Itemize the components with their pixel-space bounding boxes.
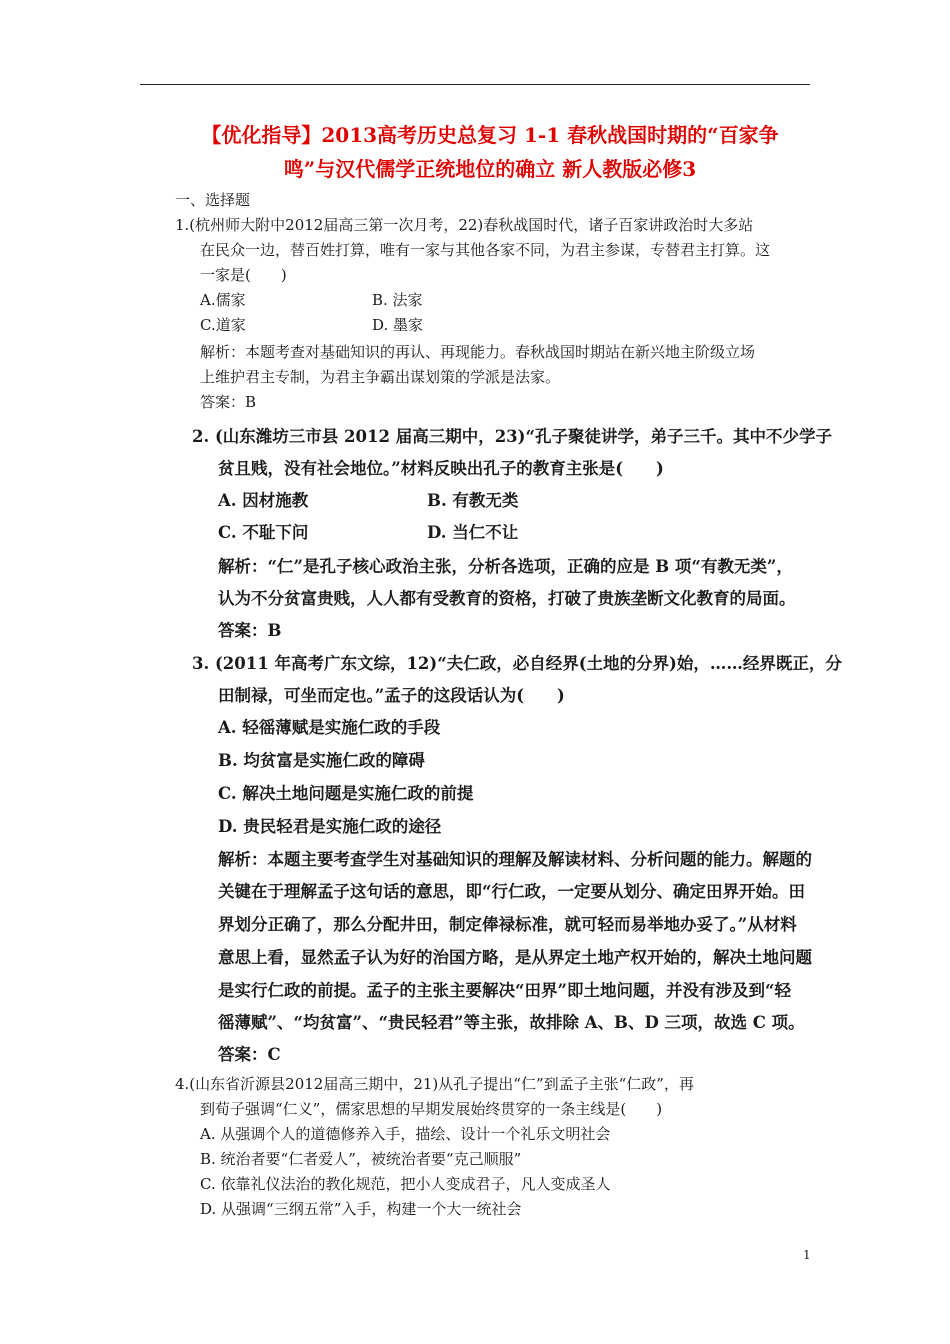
question-2-option-a: A. 因材施教 — [218, 491, 309, 510]
question-3-analysis-line: 解析：本题主要考查学生对基础知识的理解及解读材料、分析问题的能力。解题的 — [218, 850, 812, 869]
question-3-option-c: C. 解决土地问题是实施仁政的前提 — [218, 784, 474, 803]
question-3-analysis-line: 徭薄赋”、“均贫富”、“贵民轻君”等主张，故排除 A、B、D 三项，故选 C 项。 — [218, 1013, 805, 1032]
question-1-stem-line: 在民众一边，替百姓打算，唯有一家与其他各家不同，为君主参谋，专替君主打算。这 — [200, 241, 771, 259]
question-2-analysis-line: 解析：“仁”是孔子核心政治主张，分析各选项，正确的应是 B 项“有教无类”， — [218, 557, 793, 576]
question-4-option-c: C. 依靠礼仪法治的教化规范，把小人变成君子，凡人变成圣人 — [200, 1175, 611, 1193]
question-1-stem-line: 1.(杭州师大附中2012届高三第一次月考，22)春秋战国时代，诸子百家讲政治时大多站 — [175, 216, 754, 234]
question-2-option-d: D. 当仁不让 — [427, 523, 519, 542]
document-title-line-1: 【优化指导】2013高考历史总复习 1-1 春秋战国时期的“百家争 — [201, 123, 779, 147]
question-1-analysis-line: 解析：本题考查对基础知识的再认、再现能力。春秋战国时期站在新兴地主阶级立场 — [200, 343, 756, 361]
question-3-analysis-line: 关键在于理解孟子这句话的意思，即“行仁政，一定要从划分、确定田界开始。田 — [218, 882, 805, 901]
question-4-stem-line: 4.(山东省沂源县2012届高三期中，21)从孔子提出“仁”到孟子主张“仁政”，再 — [175, 1075, 694, 1093]
question-2-analysis-line: 认为不分贫富贵贱，人人都有受教育的资格，打破了贵族垄断文化教育的局面。 — [218, 589, 796, 608]
question-3-analysis-line: 界划分正确了，那么分配井田，制定俸禄标准，就可轻而易举地办妥了。”从材料 — [218, 915, 797, 934]
question-3-option-b: B. 均贫富是实施仁政的障碍 — [218, 751, 425, 770]
question-1-option-d: D. 墨家 — [372, 316, 424, 334]
section-heading: 一、选择题 — [175, 191, 251, 209]
question-1-option-c: C.道家 — [200, 316, 246, 334]
question-1-answer: 答案：B — [200, 393, 257, 411]
question-1-analysis-line: 上维护君主专制，为君主争霸出谋划策的学派是法家。 — [200, 368, 561, 386]
question-3-option-a: A. 轻徭薄赋是实施仁政的手段 — [218, 718, 441, 737]
question-4-option-a: A. 从强调个人的道德修养入手，描绘、设计一个礼乐文明社会 — [200, 1125, 611, 1143]
question-2-answer: 答案：B — [218, 621, 282, 640]
document-title-line-2: 鸣”与汉代儒学正统地位的确立 新人教版必修3 — [283, 157, 697, 181]
question-3-option-d: D. 贵民轻君是实施仁政的途径 — [218, 817, 442, 836]
question-2-option-c: C. 不耻下问 — [218, 523, 309, 542]
question-3-analysis-line: 是实行仁政的前提。孟子的主张主要解决“田界”即土地问题，并没有涉及到“轻 — [218, 981, 791, 1000]
question-3-stem-line: 田制禄，可坐而定也。”孟子的这段话认为( ) — [218, 686, 565, 705]
page-number: 1 — [803, 1248, 811, 1262]
question-4-option-d: D. 从强调“三纲五常”入手，构建一个大一统社会 — [200, 1200, 522, 1218]
question-1-option-b: B. 法家 — [372, 291, 423, 309]
header-rule — [140, 84, 810, 85]
question-1-stem-line: 一家是( ) — [200, 266, 287, 284]
question-3-analysis-line: 意思上看，显然孟子认为好的治国方略，是从界定土地产权开始的，解决土地问题 — [218, 948, 812, 967]
question-2-stem-line: 2. (山东潍坊三市县 2012 届高三期中，23)“孔子聚徒讲学，弟子三千。其中不少学子 — [192, 427, 832, 446]
question-3-stem-line: 3. (2011 年高考广东文综，12)“夫仁政，必自经界(土地的分界)始，……经界既正，分 — [192, 654, 842, 673]
question-1-option-a: A.儒家 — [200, 291, 246, 309]
question-4-option-b: B. 统治者要“仁者爱人”，被统治者要“克己顺服” — [200, 1150, 522, 1168]
question-2-stem-line: 贫且贱，没有社会地位。”材料反映出孔子的教育主张是( ) — [218, 459, 664, 478]
question-3-answer: 答案：C — [218, 1045, 281, 1064]
question-2-option-b: B. 有教无类 — [427, 491, 519, 510]
question-4-stem-line: 到荀子强调“仁义”，儒家思想的早期发展始终贯穿的一条主线是( ) — [200, 1100, 663, 1118]
